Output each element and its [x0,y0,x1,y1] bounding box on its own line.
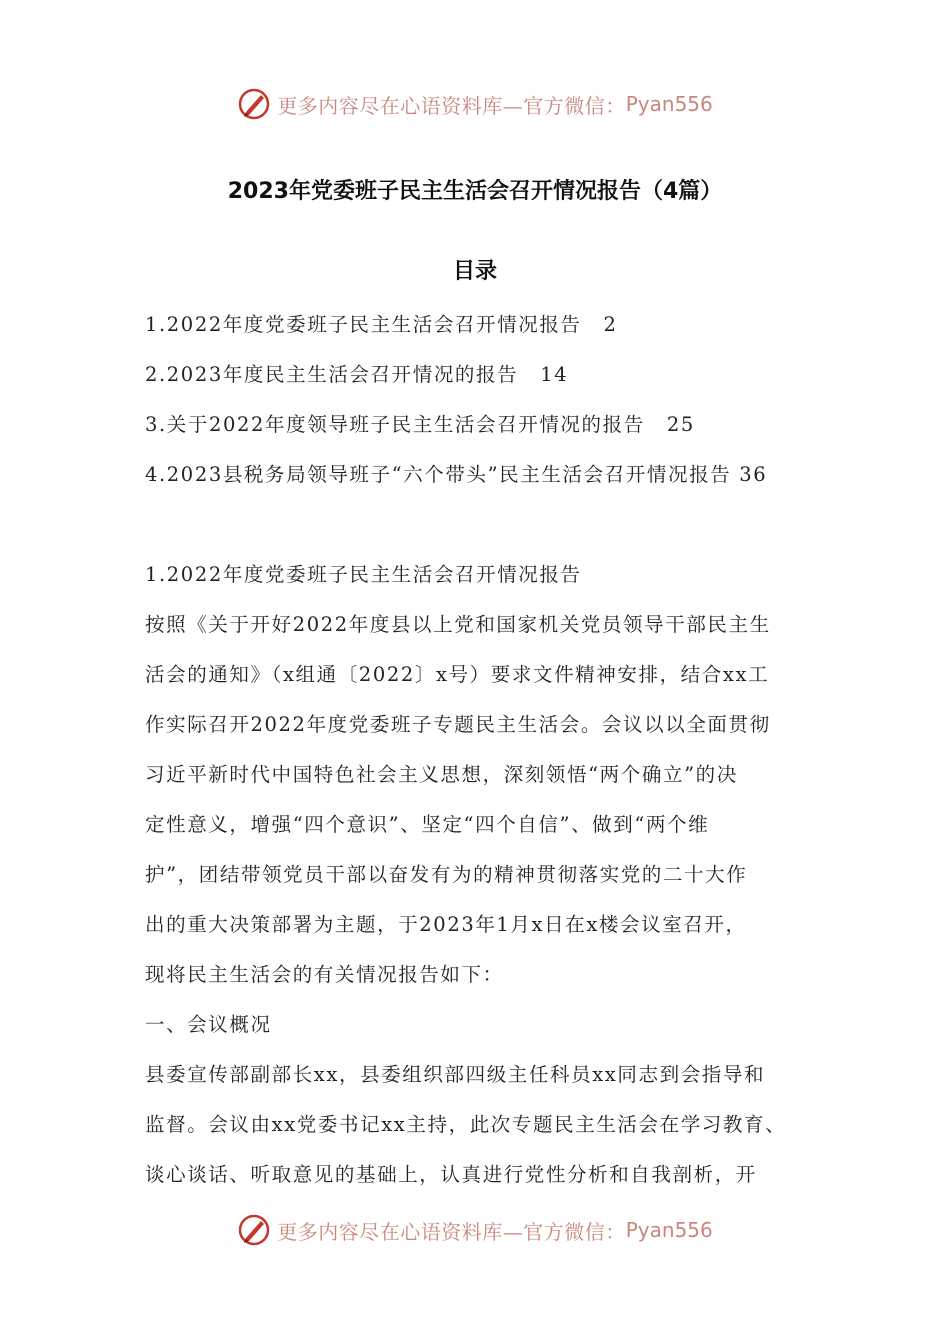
paragraph-line: 县委宣传部副部长xx，县委组织部四级主任科员xx同志到会指导和 [145,1063,766,1086]
toc-item-label: 3.关于2022年度领导班子民主生活会召开情况的报告 [145,413,645,436]
toc-item-label: 4.2023县税务局领导班子“六个带头”民主生活会召开情况报告 [145,463,732,486]
toc-item-page: 14 [540,363,569,386]
spacer [145,500,825,550]
paragraph-line: 现将民主生活会的有关情况报告如下： [145,963,504,986]
section-title: 1.2022年度党委班子民主生活会召开情况报告 [145,563,582,586]
toc-item[interactable] [145,300,825,350]
toc-item[interactable] [145,450,825,500]
paragraph-line: 习近平新时代中国特色社会主义思想，深刻领悟“两个确立”的决 [145,763,738,786]
document-body [145,300,825,1200]
watermark-wechat-id: Pyan556 [625,92,713,116]
watermark-wechat-id: Pyan556 [625,1218,713,1242]
paragraph-line: 护”，团结带领党员干部以奋发有为的精神贯彻落实党的二十大作 [145,863,748,886]
paragraph-line: 活会的通知》（x组通〔2022〕x号）要求文件精神安排，结合xx工 [145,663,770,686]
toc-heading: 目录 [452,259,497,284]
toc-item[interactable] [145,350,825,400]
watermark-header [0,84,950,124]
paragraph-line: 监督。会议由xx党委书记xx主持，此次专题民主生活会在学习教育、 [145,1113,787,1136]
paragraph-line: 出的重大决策部署为主题，于2023年1月x日在x楼会议室召开， [145,913,747,936]
toc-item-label: 2.2023年度民主生活会召开情况的报告 [145,363,519,386]
paragraph-line: 作实际召开2022年度党委班子专题民主生活会。会议以以全面贯彻 [145,713,771,736]
toc-item-label: 1.2022年度党委班子民主生活会召开情况报告 [145,313,582,336]
paragraph-line: 按照《关于开好2022年度县以上党和国家机关党员领导干部民主生 [145,613,771,636]
pen-logo-icon [237,1213,271,1247]
watermark-text: 更多内容尽在心语资料库—官方微信： [277,93,626,118]
toc-item-page: 36 [739,463,768,486]
document-title: 2023年党委班子民主生活会召开情况报告（4篇） [227,179,723,204]
watermark-text: 更多内容尽在心语资料库—官方微信： [277,1219,626,1244]
paragraph-line: 定性意义，增强“四个意识”、坚定“四个自信”、做到“两个维 [145,813,710,836]
toc-item-page: 25 [666,413,695,436]
paragraph-line: 谈心谈话、听取意见的基础上，认真进行党性分析和自我剖析，开 [145,1163,757,1186]
toc-item-page: 2 [603,313,618,336]
toc-item[interactable] [145,400,825,450]
watermark-footer [0,1210,950,1250]
pen-logo-icon [237,87,271,121]
subheading: 一、会议概况 [145,1013,272,1036]
